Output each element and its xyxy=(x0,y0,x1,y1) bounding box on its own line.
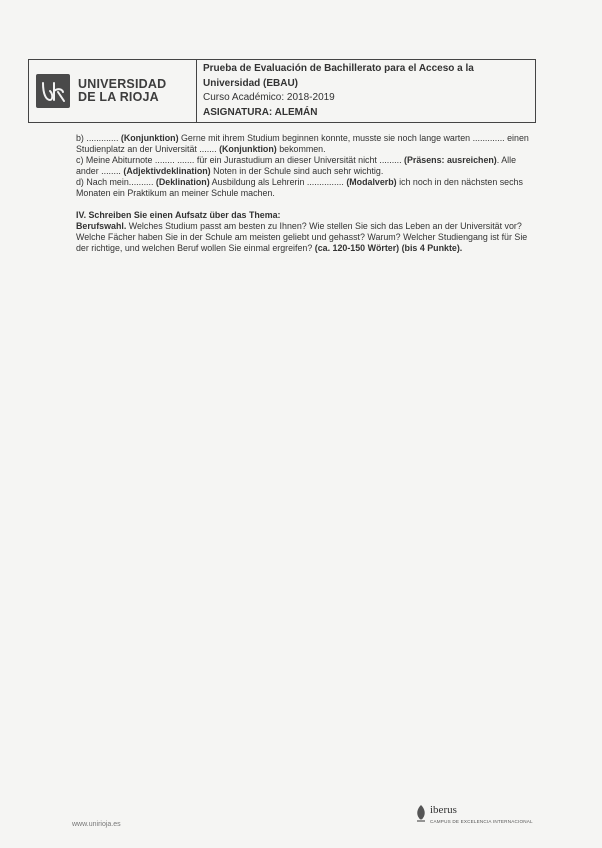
university-logo xyxy=(29,60,197,122)
exercise-d-hint: (Modalverb) xyxy=(346,177,397,188)
exercise-d-text: ich noch in den nächsten sechs Monaten ein Praktikum an meiner Schule machen. xyxy=(76,177,523,199)
exercise-b xyxy=(76,133,536,155)
exercise-b-text: bekommen. xyxy=(276,144,326,155)
exam-header xyxy=(28,59,536,123)
university-emblem-icon xyxy=(36,74,70,108)
university-name xyxy=(78,78,166,104)
essay-task xyxy=(76,221,536,254)
course-year: Curso Académico: 2018-2019 xyxy=(203,92,335,103)
exercise-d-hint: (Deklination) xyxy=(155,177,210,188)
exercise-c-hint: (Adjektivdeklination) xyxy=(123,166,211,177)
exercise-b-hint: (Konjunktion) xyxy=(219,144,277,155)
exam-info xyxy=(197,60,535,122)
university-name-line1: UNIVERSIDAD xyxy=(78,77,167,91)
exercise-d xyxy=(76,177,536,199)
exercise-b-hint: (Konjunktion) xyxy=(120,133,179,143)
exercise-c xyxy=(76,155,536,177)
essay-end: . xyxy=(459,242,463,253)
exercise-c-text: . Alle ander ........ xyxy=(76,155,517,177)
exercise-c-text: Noten in der Schule sind auch sehr wichtig. xyxy=(210,166,384,177)
iberus-emblem-icon xyxy=(414,804,428,824)
exam-content xyxy=(76,133,536,254)
essay-prompt: Welches Studium passt am besten zu Ihnen? Wie stellen Sie sich das Leben an der Universität vor? Welche Fächer haben Sie in der Schule am meisten geliebt und gehasst? Warum? Welcher Studiengang ist für Sie der richtige, und welchen Beruf wollen Sie einmal ergreifen? xyxy=(76,220,528,253)
iberus-subtitle: CAMPUS DE EXCELENCIA INTERNACIONAL xyxy=(430,819,533,824)
subject: ASIGNATURA: ALEMÁN xyxy=(203,106,318,118)
exercise-d-text: Ausbildung als Lehrerin ............... xyxy=(209,177,347,188)
exercise-c-text: c) Meine Abiturnote ........ ....... für ein Jurastudium an dieser Universität nicht ......... xyxy=(76,155,405,166)
iberus-name: iberus xyxy=(430,804,457,816)
essay-requirement: (ca. 120-150 Wörter) (bis 4 Punkte) xyxy=(314,242,460,253)
essay-heading: IV. Schreiben Sie einen Aufsatz über das Thema: xyxy=(76,209,281,220)
exam-title-line2: Universidad (EBAU) xyxy=(203,77,299,89)
essay-topic: Berufswahl. xyxy=(76,220,127,231)
exercise-c-hint: (Präsens: ausreichen) xyxy=(404,155,497,166)
university-name-line2: DE LA RIOJA xyxy=(78,90,159,104)
exercise-b-text: Gerne mit ihrem Studium beginnen konnte, musste sie noch lange warten ............. einen Studienplatz an der Universität ....... xyxy=(76,133,529,155)
exam-title-line1: Prueba de Evaluación de Bachillerato para el Acceso a la xyxy=(203,63,474,74)
iberus-logo xyxy=(414,804,533,824)
footer-url: www.unirioja.es xyxy=(72,821,121,828)
exercise-d-text: d) Nach mein.......... xyxy=(76,177,156,188)
exercise-b-text: b) ............. xyxy=(76,133,121,143)
